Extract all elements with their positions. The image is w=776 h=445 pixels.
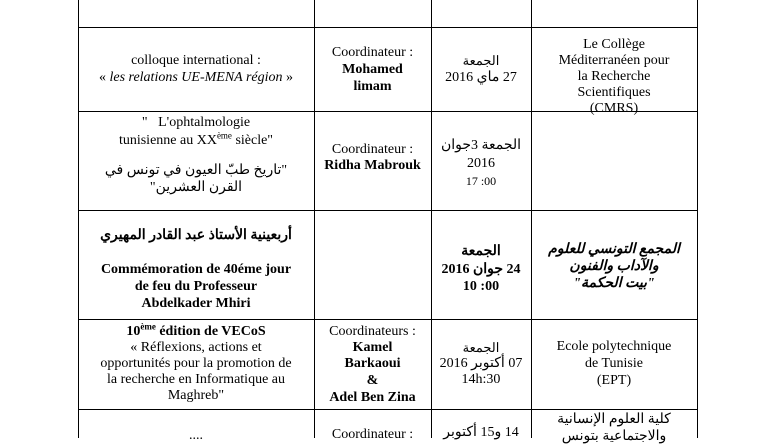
row-divider [78, 27, 698, 28]
coordinator-label: Coordinateur : [331, 427, 414, 442]
coordinator-name: Kamel [352, 340, 393, 355]
institution-line: Ecole polytechnique [556, 339, 672, 354]
coordinator-label: Coordinateur : [331, 45, 414, 60]
event-title-line: opportunités pour la promotion de [100, 356, 292, 371]
event-date: 07 أكتوبر 2016 [439, 356, 523, 371]
institution-line: Le Collège [583, 37, 645, 52]
coordinator-name: limam [353, 79, 392, 94]
coordinator-name: Adel Ben Zina [329, 390, 416, 405]
coordinator-name: Mohamed [342, 62, 403, 77]
event-day: الجمعة [461, 244, 501, 259]
event-title-line: Maghreb" [167, 388, 225, 403]
event-time: 14h:30 [461, 372, 501, 387]
institution-line: Scientifiques [577, 85, 651, 100]
institution-line: والآداب والفنون [569, 259, 659, 274]
institution-line: المجمع التونسي للعلوم [548, 242, 680, 257]
coordinator-ampersand: & [366, 373, 379, 388]
event-time: 10 :00 [462, 279, 500, 294]
institution-line: de Tunisie [585, 356, 643, 371]
event-date: الجمعة 3جوان [440, 138, 522, 153]
institution-line: (EPT) [596, 373, 632, 388]
row-divider [78, 210, 698, 211]
event-title-line: tunisienne au XXème siècle" [118, 130, 274, 148]
event-title-arabic: "تاريخ طبّ العيون في تونس في [104, 163, 288, 178]
event-title-partial: .... [189, 428, 203, 443]
institution-line: "بيت الحكمة" [573, 276, 655, 291]
institution-line: (CMRS) [589, 101, 639, 116]
event-subtitle-line: « les relations UE-MENA région » [98, 70, 294, 85]
coordinator-label: Coordinateur : [331, 142, 414, 157]
institution-line: والاجتماعية بتونس [561, 429, 667, 444]
event-day: الجمعة [462, 53, 500, 68]
event-date: 24 جوان 2016 [441, 262, 521, 277]
event-time: 17 :00 [465, 174, 497, 188]
institution-line: la Recherche [577, 69, 651, 84]
event-title-line: de feu du Professeur [134, 279, 258, 294]
event-title-line: « Réflexions, actions et [130, 340, 262, 355]
event-day: الجمعة [462, 340, 500, 355]
institution-line: كلية العلوم الإنسانية [557, 412, 671, 427]
event-title-arabic: أربعينية الأستاذ عبد القادر المهيري [100, 228, 292, 243]
event-year: 2016 [467, 156, 495, 171]
event-title-line: la recherche en Informatique au [106, 372, 285, 387]
event-date: 14 و15 أكتوبر [443, 425, 519, 440]
event-title-line: 10ème édition de VECoS [126, 321, 266, 339]
event-title-line: colloque international : [131, 53, 261, 68]
coordinator-label: Coordinateurs : [329, 324, 416, 339]
event-title-line: Commémoration de 40éme jour [100, 262, 292, 277]
row-divider [78, 409, 698, 410]
institution-line: Méditerranéen pour [558, 53, 670, 68]
coordinator-name: Barkaoui [344, 356, 401, 371]
table-border-right [697, 0, 698, 438]
row-divider [78, 319, 698, 320]
event-title-line: Abdelkader Mhiri [141, 296, 251, 311]
coordinator-name: Ridha Mabrouk [324, 158, 421, 173]
event-title-line: " L'ophtalmologie [141, 115, 251, 130]
event-title-arabic: القرن العشرين" [149, 180, 243, 195]
event-date: 27 ماي 2016 [445, 70, 517, 85]
